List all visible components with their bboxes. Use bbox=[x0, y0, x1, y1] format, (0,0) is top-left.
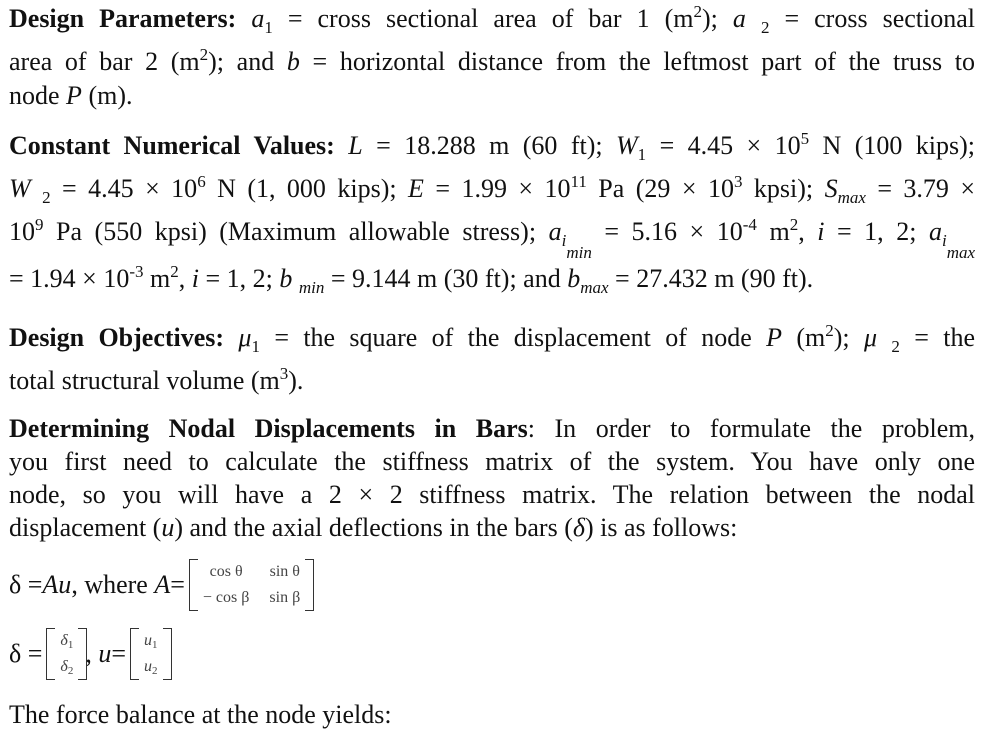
design-parameters-heading: Design Parameters: bbox=[9, 4, 237, 33]
nodal-displacements-heading: Determining Nodal Displacements in Bars bbox=[9, 414, 528, 443]
design-parameters-paragraph: Design Parameters: $a_1$ = cross sectional area of bar 1 $(m^2)$; a $_2$ = cross sectional area of bar 2 $(m^2)$; and b = horizontal distance from the leftmost part of the truss to node P (m). bbox=[9, 2, 976, 110]
constant-values-heading: Constant Numerical Values: bbox=[9, 131, 335, 160]
nodal-displacements-paragraph: Determining Nodal Displacements in Bars: In order to formulate the problem, you first need to calculate the stiffness matrix of the system. You have only one node, so you will have a 2 × 2 stiffness matrix. The relation between the nodal displacement (u) and the axial deflections in the bars (δ) is as follows: bbox=[9, 414, 975, 542]
design-objectives-heading: Design Objectives: bbox=[9, 323, 225, 352]
matrix-a: cos θ sin θ − cos β sin β bbox=[189, 563, 314, 607]
equation-delta-u-vectors: δ = $\delta_1$ $\delta_2$ , u = $u_1$ $u_2$ bbox=[9, 628, 176, 680]
vector-u: $u_1$ $u_2$ bbox=[130, 632, 172, 676]
design-objectives-paragraph: Design Objectives: $\mu_1$ = the square of the displacement of node P $(m^2)$; μ $_2$ = the total structural volume $(m^3)$. bbox=[9, 321, 975, 395]
constant-values-paragraph: Constant Numerical Values: L = 18.288 m (60 ft); $W_1 = 4.45 \times 10^5$ N (100 kips); W $_2 = 4.45 \times 10^6$ N (1, 000 kips); $E = 1.99 \times 10^{11}$ Pa ($29 \times 10^3$ kpsi); $S_{max} = 3.79$ × $10^9$ Pa (550 kpsi) (Maximum allowable stress); $a_{imin} = 5.16 \times 10^{-4}$ $m^2$, i = 1, 2; $a_{imax}$ = $1.94 \times 10^{-3}$ $m^2$, i = 1, 2; b $_{min}$ = 9.144 m (30 ft); and $b_{max} = 27.432$ m (90 ft). bbox=[9, 129, 976, 297]
force-balance-line: The force balance at the node yields: bbox=[9, 700, 392, 729]
vector-delta: $\delta_1$ $\delta_2$ bbox=[46, 632, 87, 676]
equation-delta-au: δ = Au , where A = cos θ sin θ − cos β sin β bbox=[9, 560, 318, 610]
